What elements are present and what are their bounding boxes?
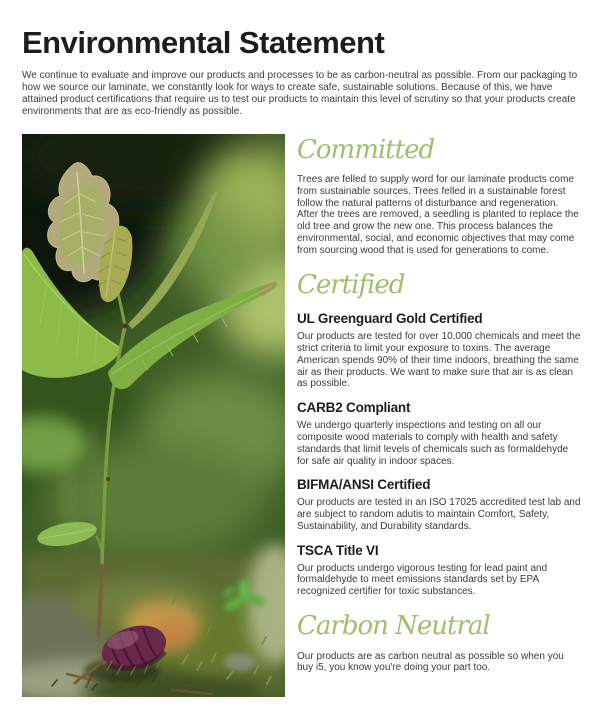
page-title: Environmental Statement [22, 25, 385, 60]
cert-item-body: Our products are tested for over 10,000 chemicals and meet the strict criteria to limit your exposure to toxins. The average American spends 90% of their time indoors, breathing the same air as their products. We want to make sure that air is as clean as possible. [297, 331, 581, 390]
certified-heading: Certified [297, 269, 405, 300]
carbon-neutral-body: Our products are as carbon neutral as possible so when you buy i5, you know you're doing your part too. [297, 650, 564, 674]
carbon-neutral-heading: Carbon Neutral [297, 611, 490, 642]
cert-item-body: Our products are tested in an ISO 17025 accredited test lab and are subject to random adutis to maintain Comfort, Safety, Sustainability, and Durability standards. [297, 497, 581, 532]
seedling-photo [22, 134, 285, 697]
cert-item-title: UL Greenguard Gold Certified [297, 311, 483, 327]
cert-item-title: CARB2 Compliant [297, 400, 411, 416]
committed-heading: Committed [297, 134, 435, 165]
intro-paragraph: We continue to evaluate and improve our products and processes to be as carbon-neutral as possible. From our packaging to how we source our laminate, we constantly look for ways to create safe, sustainable solutions. Because of this, we have attained product certifications that require us to test our products to maintain this level of scrutiny so that your products create environments that are as eco-friendly as possible. [22, 69, 578, 117]
seedling-photo-illustration [22, 134, 285, 697]
content-area [22, 134, 583, 697]
cert-item-title: BIFMA/ANSI Certified [297, 477, 431, 493]
committed-body: Trees are felled to supply word for our laminate products come from sustainable sources. Trees felled in a sustainable forest follow the natural patterns of disturbance and regeneration. After the trees are removed, a seedling is planted to replace the old tree and grow the new one. This process balances the environmental, social, and economic objectives that may come from sourcing wood that is used for generations to come. [297, 174, 579, 256]
cert-item-title: TSCA Title VI [297, 542, 379, 558]
cert-item-body: Our products undergo vigorous testing for lead paint and formaldehyde to meet emissions standards set by EPA recognized certifier for toxic substances. [297, 562, 548, 598]
right-column [297, 134, 581, 685]
cert-item-body: We undergo quarterly inspections and testing on all our composite wood materials to comply with health and safety standards that limit levels of chemicals such as formaldehyde for safe air quality in indoor spaces. [297, 420, 569, 467]
